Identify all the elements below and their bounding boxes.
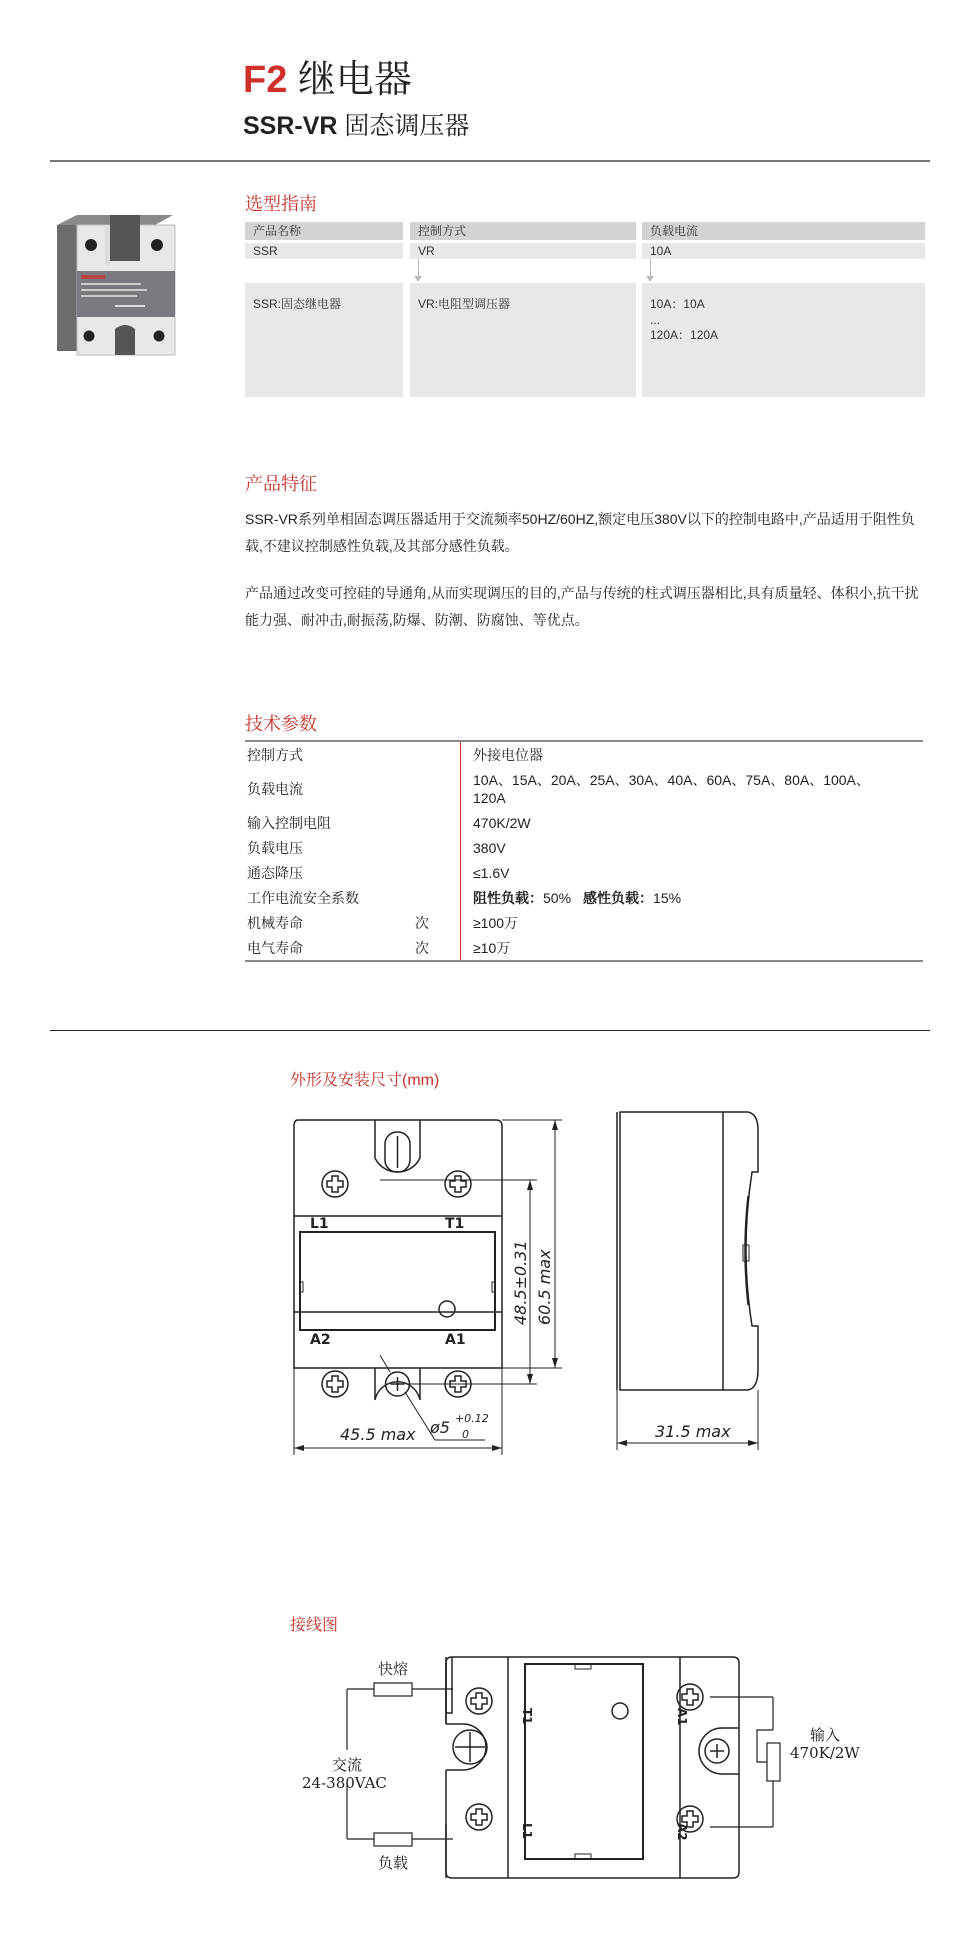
guide-detail [245,283,403,397]
guide-column-product-name [245,222,403,397]
page-title [243,48,412,103]
spec-row [245,835,923,860]
guide-column-load-current [642,222,925,397]
features-paragraph-2: 产品通过改变可控硅的导通角,从而实现调压的目的,产品与传统的柱式调压器相比,具有质量轻、体积小,抗干扰能力强、耐冲击,耐振荡,防爆、防潮、防腐蚀、等优点。 [245,585,919,628]
spec-unit [415,768,460,810]
guide-value: 10A [642,243,925,259]
terminal-label-L1: L1 [520,1823,534,1839]
wiring-title: 接线图 [290,1617,339,1634]
header-divider [50,160,930,162]
guide-value: VR [410,243,636,259]
spec-value-label: 阻性负载： [473,889,543,906]
page-subtitle [243,106,469,142]
spec-value: ≥100万 [460,910,923,935]
features-paragraph-1: SSR-VR系列单相固态调压器适用于交流频率50HZ/60HZ,额定电压380V以下的控制电路中,产品适用于阻性负载,不建议控制感性负载,及其部分感性负载。 [245,511,915,554]
guide-header: 负载电流 [642,222,925,240]
dim-hole-diameter: ø5 [430,1418,450,1437]
spec-label: 输入控制电阻 [247,814,331,831]
dim-max-height: 60.5 max [535,1249,554,1325]
dim-mount-height: 48.5±0.31 [511,1240,530,1325]
spec-row [245,742,923,768]
dim-hole-tol-lower: 0 [462,1428,469,1441]
spec-row [245,810,923,835]
spec-label: 负载电压 [247,839,303,856]
source-voltage-label: 24-380VAC [302,1774,387,1792]
spec-unit [415,885,460,910]
terminal-label-A2: A2 [675,1823,689,1841]
input-label: 输入 [810,1726,841,1744]
dimensions-title: 外形及安装尺寸(mm) [290,1072,440,1089]
spec-row [245,935,923,960]
specs-table [245,740,923,962]
spec-row [245,860,923,885]
spec-label: 机械寿命 [247,914,303,931]
dim-max-depth: 31.5 max [655,1422,731,1441]
terminal-label-T1: T1 [445,1216,465,1232]
spec-value-number: 15% [653,889,682,906]
guide-header: 产品名称 [245,222,403,240]
guide-value: SSR [245,243,403,259]
terminal-label-A1: A1 [445,1332,466,1348]
spec-unit [415,810,460,835]
series-name: 继电器 [297,59,412,101]
front-view-drawing [280,1100,600,1500]
fuse-label: 快熔 [378,1660,409,1678]
terminal-label-L1: L1 [310,1216,329,1232]
guide-detail-line: 120A：120A [650,328,719,342]
guide-column-control-method [410,222,636,397]
terminal-label-A1: A1 [675,1708,689,1726]
dim-max-width: 45.5 max [340,1425,416,1444]
spec-label: 通态降压 [247,864,303,881]
spec-value: ≥10万 [460,935,923,960]
spec-label: 控制方式 [247,747,303,763]
spec-value: ≤1.6V [460,860,923,885]
model-code: SSR-VR [243,112,338,140]
spec-value: 470K/2W [460,810,923,835]
spec-value: 10A、15A、20A、25A、30A、40A、60A、75A、80A、100A、120A [460,768,923,810]
features-title: 产品特征 [245,474,317,494]
selection-guide-title: 选型指南 [245,194,317,214]
spec-row [245,910,923,935]
spec-label: 电气寿命 [247,939,303,956]
spec-label: 工作电流安全系数 [247,889,359,906]
product-image [55,213,181,361]
guide-header: 控制方式 [410,222,636,240]
model-name: 固态调压器 [344,112,470,140]
spec-row [245,885,923,910]
guide-detail [410,283,636,397]
spec-row [245,768,923,810]
guide-detail-line: VR:电阻型调压器 [418,297,511,311]
spec-value-label: 感性负载： [583,889,654,906]
guide-detail [642,283,925,397]
spec-value-number: 50% [543,889,572,906]
section-divider [50,1030,930,1031]
guide-detail-line: 10A：10A [650,297,705,311]
side-view-drawing [610,1100,790,1480]
spec-unit: 次 [415,914,429,931]
spec-unit [415,742,460,768]
spec-unit: 次 [415,939,429,956]
guide-detail-line: ... [650,313,661,327]
source-label: 交流 [332,1756,363,1774]
input-resistor-label: 470K/2W [790,1744,860,1762]
terminal-label-T1: T1 [520,1708,534,1725]
spec-unit [415,835,460,860]
load-label: 负载 [378,1854,409,1872]
specs-title: 技术参数 [245,714,317,734]
spec-value: 外接电位器 [460,742,923,768]
spec-label: 负载电流 [247,781,303,797]
wiring-diagram [280,1640,940,1900]
guide-arrow-icon [410,259,636,283]
guide-detail-line: SSR:固态继电器 [253,297,342,311]
spec-value [460,885,923,910]
series-code: F2 [243,59,288,101]
guide-arrow-icon [642,259,925,283]
spec-value: 380V [460,835,923,860]
dim-hole-tol-upper: +0.12 [455,1412,489,1425]
spec-unit [415,860,460,885]
terminal-label-A2: A2 [310,1332,331,1348]
